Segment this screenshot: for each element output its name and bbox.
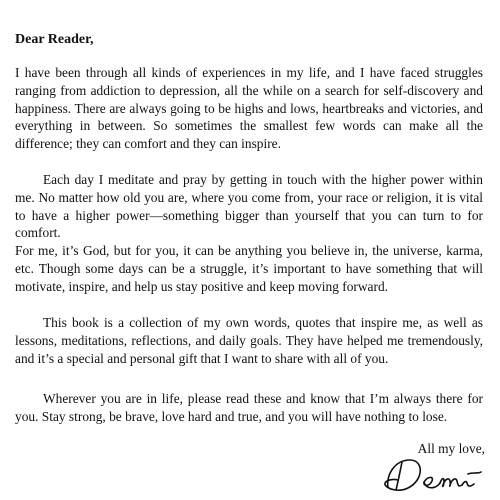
paragraph-2-sentence: Each day I meditate and pray by getting in touch with the higher power within me. No matter how old you are, where you come from, your race or religion, it is vital to have a higher power—something bigger than yourself that you can turn to for comfort. [15,172,483,241]
signature [380,452,485,496]
paragraph-3: This book is a collection of my own words, quotes that inspire me, as well as lessons, meditations, reflections, and daily goals. They have helped me tremendously, and it’s a special and personal gift that I want to share with all of you. [15,315,483,366]
closing: All my love, [417,441,485,456]
paragraph-2 [15,171,483,296]
paragraph-1: I have been through all kinds of experiences in my life, and I have faced struggles ranging from addiction to depression, all the while on a search for self-discovery and happiness. There are always going to be highs and lows, heartbreaks and victories, and everything in between. So sometimes the smallest few words can make all the difference; they can comfort and they can inspire. [15,65,483,152]
paragraph-2-continuation: For me, it’s God, but for you, it can be anything you believe in, the universe, karma, etc. Though some days can be a struggle, it’s important to have something that will motivate, inspire, and help us stay positive and keep moving forward. [15,243,483,294]
salutation: Dear Reader, [15,32,94,47]
paragraph-4: Wherever you are in life, please read these and know that I’m always there for you. Stay strong, be brave, love hard and true, and you will have nothing to lose. [15,391,483,424]
